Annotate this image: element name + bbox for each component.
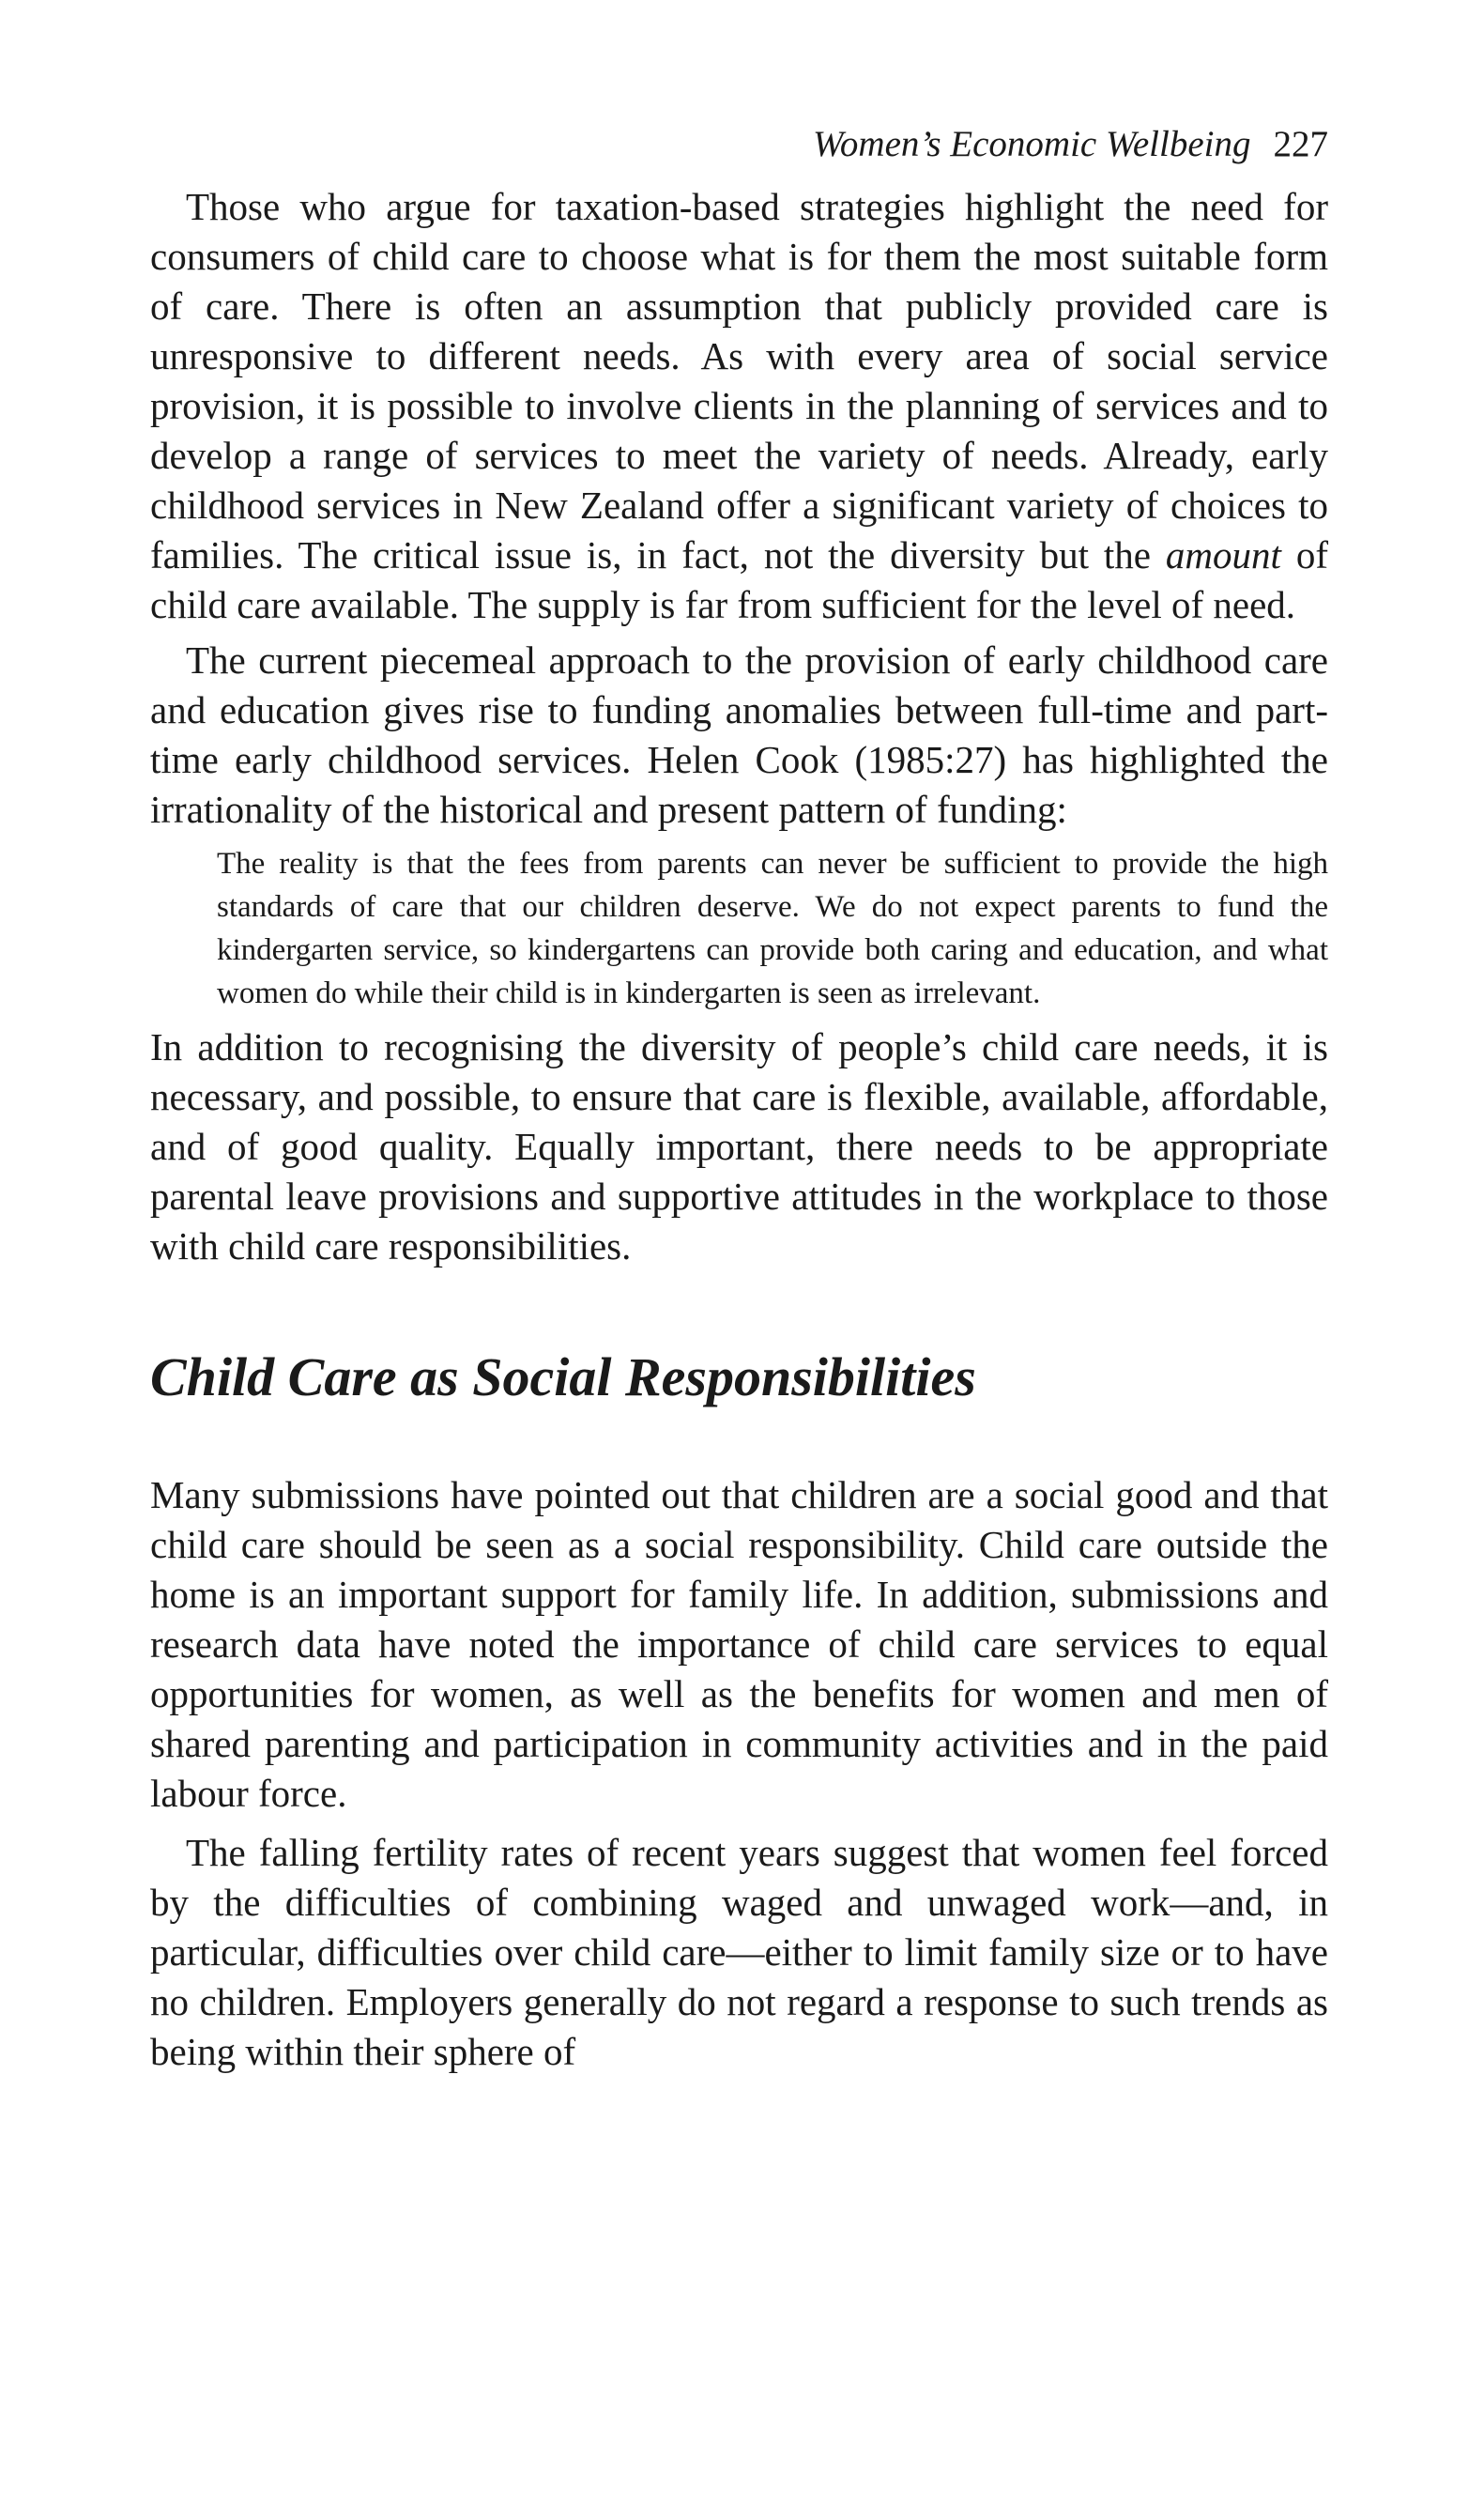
running-head bbox=[150, 122, 1328, 178]
page-number: 227 bbox=[1273, 124, 1328, 164]
emphasis-amount: amount bbox=[1165, 533, 1281, 576]
running-head-title: Women’s Economic Wellbeing bbox=[813, 124, 1251, 164]
section-heading: Child Care as Social Responsibilities bbox=[150, 1346, 976, 1407]
paragraph-social-good: Many submissions have pointed out that children are a social good and that child care should be seen as a social responsibility. Child care outside the home is an important support for family life. In addition, submissions and research data have noted the importance of child care services to equal opportunities for women, as well as the benefits for women and men of shared parenting and participation in community activities and in the paid labour force. bbox=[150, 1473, 1328, 1815]
paragraph-falling-fertility: The falling fertility rates of recent years suggest that women feel forced by the difficulties of combining waged and unwaged work—and, in particular, difficulties over child care—either to limit family size or to have no children. Employers generally do not regard a response to such trends as being within their sphere of bbox=[150, 1831, 1328, 2073]
paragraph-piecemeal-approach: The current piecemeal approach to the provision of early childhood care and education gives rise to funding anomalies between full-time and part-time early childhood services. Helen Cook (1985:27) has highlighted the irrationality of the historical and present pattern of funding: bbox=[150, 638, 1328, 831]
book-page bbox=[150, 122, 1328, 2077]
paragraph-text-before-emphasis: Those who argue for taxation-based strategies highlight the need for consumers of child care to choose what is for them the most suitable form of care. There is often an assumption that publicly provided care is unresponsive to different needs. As with every area of social service provision, it is possible to involve clients in the planning of services and to develop a range of services to meet the variety of needs. Already, early childhood services in New Zealand offer a significant variety of choices to families. The critical issue is, in fact, not the diversity but the bbox=[150, 185, 1328, 576]
block-quote-helen-cook: The reality is that the fees from parents can never be sufficient to provide the high standards of care that our children deserve. We do not expect parents to fund the kindergarten service, so kindergartens can provide both caring and education, and what women do while their child is in kindergarten is seen as irrelevant. bbox=[217, 847, 1328, 1010]
paragraph-text-after-emphasis: of child care available. The supply is far from sufficient for the level of need. bbox=[150, 533, 1329, 626]
paragraph-diversity-of-needs: In addition to recognising the diversity of people’s child care needs, it is necessary, and possible, to ensure that care is flexible, available, affordable, and of good quality. Equally important, there needs to be appropriate parental leave provisions and supportive attitudes in the workplace to those with child care responsibilities. bbox=[150, 1025, 1328, 1268]
paragraph-taxation-strategies bbox=[150, 182, 1328, 630]
